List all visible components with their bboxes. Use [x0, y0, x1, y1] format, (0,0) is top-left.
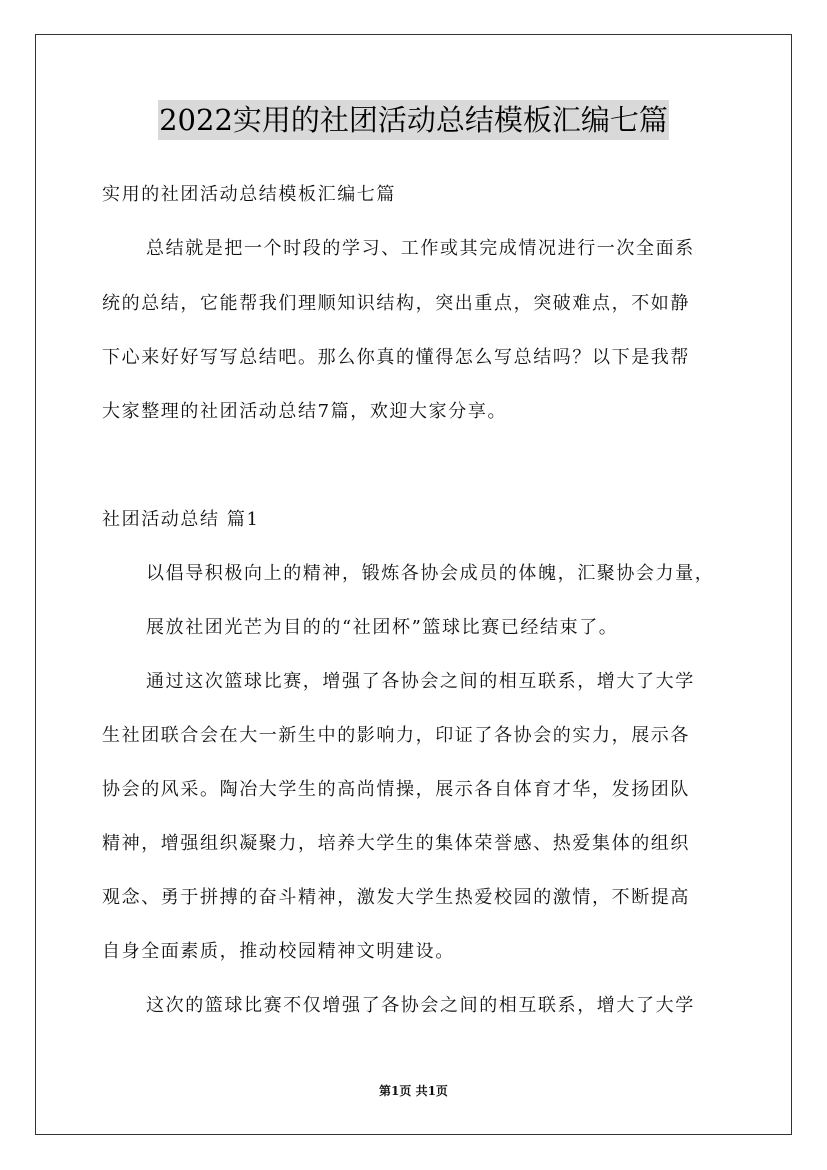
- paragraph-line-7: 观念、勇于拼搏的奋斗精神，激发大学生热爱校园的激情，不断提高: [102, 887, 690, 908]
- paragraph-line-8: 自身全面素质，推动校园精神文明建设。: [102, 941, 455, 962]
- paragraph-line-1: 以倡导积极向上的精神，锻炼各协会成员的体魄，汇聚协会力量，: [146, 563, 715, 584]
- section-heading: 社团活动总结 篇1: [102, 509, 260, 530]
- paragraph-line-2: 展放社团光芒为目的的“社团杯”篮球比赛已经结束了。: [146, 617, 619, 638]
- document-title: 2022实用的社团活动总结模板汇编七篇: [158, 100, 669, 140]
- paragraph-line-3: 通过这次篮球比赛，增强了各协会之间的相互联系，增大了大学: [146, 671, 695, 692]
- page-number: 第1页 共1页: [379, 1084, 448, 1098]
- paragraph-line-6: 精神，增强组织凝聚力，培养大学生的集体荣誉感、热爱集体的组织: [102, 833, 690, 854]
- document-subtitle: 实用的社团活动总结模板汇编七篇: [102, 184, 396, 205]
- page-footer: [0, 1083, 827, 1099]
- intro-line-3: 下心来好好写写总结吧。那么你真的懂得怎么写总结吗？以下是我帮: [102, 347, 690, 368]
- intro-line-1: 总结就是把一个时段的学习、工作或其完成情况进行一次全面系: [146, 238, 695, 259]
- paragraph-line-9: 这次的篮球比赛不仅增强了各协会之间的相互联系，增大了大学: [146, 995, 695, 1016]
- paragraph-line-5: 协会的风采。陶冶大学生的高尚情操，展示各自体育才华，发扬团队: [102, 779, 690, 800]
- paragraph-line-4: 生社团联合会在大一新生中的影响力，印证了各协会的实力，展示各: [102, 725, 690, 746]
- intro-line-2: 统的总结，它能帮我们理顺知识结构，突出重点，突破难点，不如静: [102, 293, 690, 314]
- intro-line-4: 大家整理的社团活动总结7篇，欢迎大家分享。: [102, 401, 508, 422]
- title-container: [0, 100, 827, 140]
